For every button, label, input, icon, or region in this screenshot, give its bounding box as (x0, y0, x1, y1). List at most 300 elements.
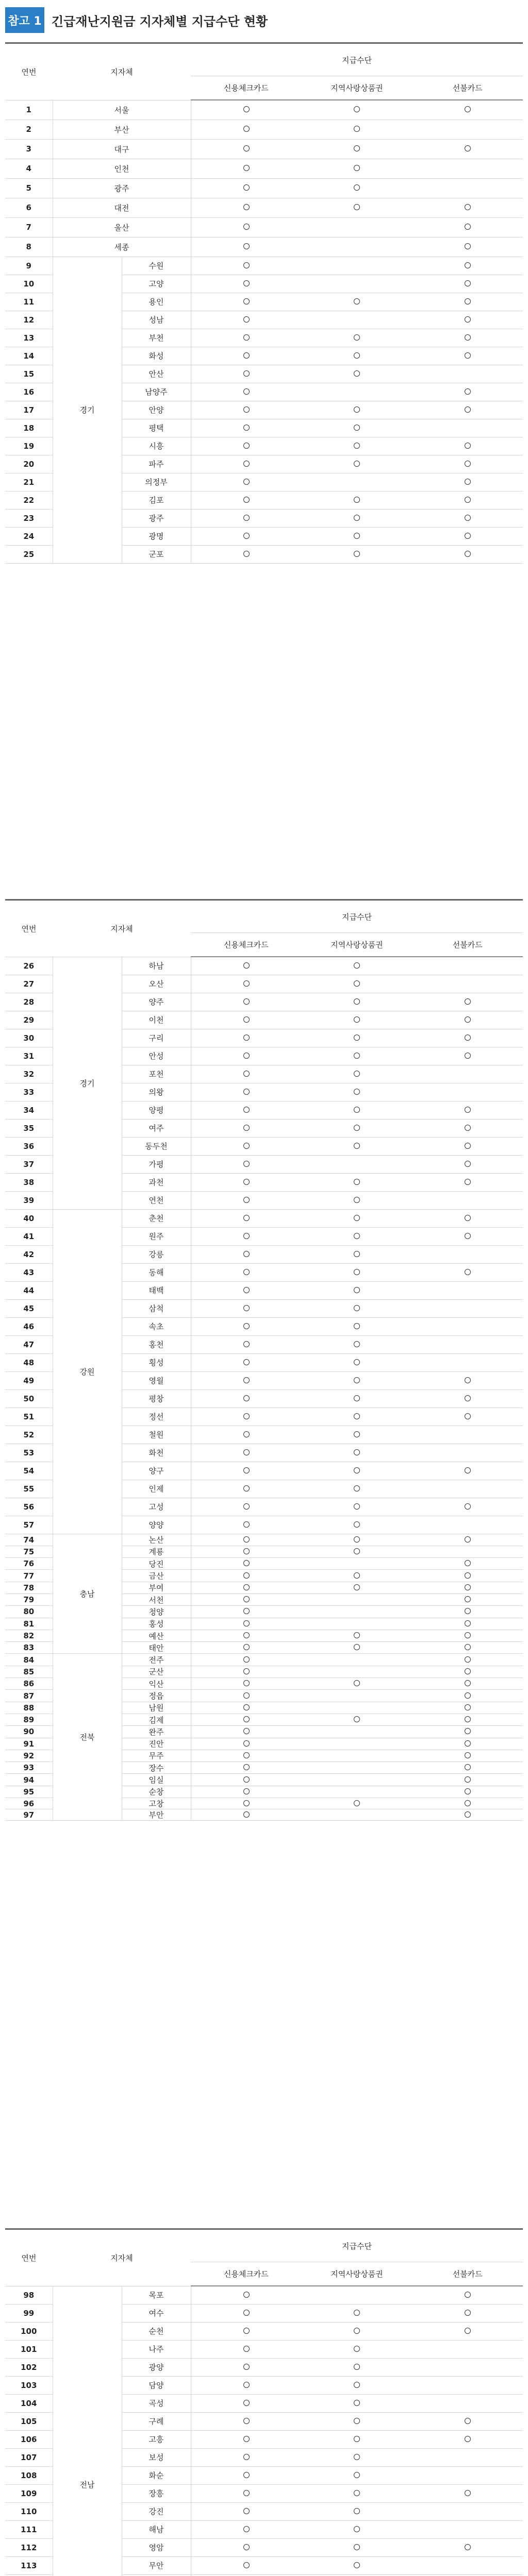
support-table (5, 42, 523, 564)
row-number: 51 (5, 1408, 53, 1426)
circle-mark-icon (465, 280, 471, 286)
province-name: 충남 (53, 1534, 122, 1654)
payment-cell-2 (302, 237, 412, 257)
payment-cell-1 (191, 2502, 302, 2520)
circle-mark-icon (465, 1233, 471, 1239)
payment-cell-3 (412, 2430, 523, 2448)
payment-cell-2 (302, 2520, 412, 2538)
circle-mark-icon (354, 1035, 360, 1041)
payment-cell-2 (302, 275, 412, 293)
circle-mark-icon (465, 1704, 471, 1710)
payment-cell-3 (412, 198, 523, 217)
region-name: 부여 (122, 1582, 191, 1594)
payment-cell-1 (191, 1809, 302, 1821)
page-header (0, 0, 528, 42)
circle-mark-icon (243, 1656, 250, 1663)
row-number: 76 (5, 1558, 53, 1570)
table-header-row (5, 900, 523, 933)
row-number: 80 (5, 1606, 53, 1618)
payment-cell-1 (191, 178, 302, 198)
table-row (5, 100, 523, 120)
circle-mark-icon (465, 1107, 471, 1113)
circle-mark-icon (465, 1179, 471, 1185)
circle-mark-icon (465, 1644, 471, 1650)
circle-mark-icon (354, 298, 360, 304)
province-name: 경기 (53, 957, 122, 1209)
circle-mark-icon (243, 2400, 250, 2406)
header-payment-group: 지급수단 (191, 2229, 523, 2262)
region-name: 의왕 (122, 1083, 191, 1101)
payment-cell-1 (191, 1119, 302, 1137)
payment-cell-2 (302, 2466, 412, 2484)
payment-cell-2 (302, 1750, 412, 1761)
table-header-row (5, 43, 523, 76)
circle-mark-icon (465, 1377, 471, 1383)
circle-mark-icon (354, 1323, 360, 1329)
circle-mark-icon (243, 2364, 250, 2370)
circle-mark-icon (243, 1233, 250, 1239)
payment-cell-2 (302, 975, 412, 993)
payment-cell-2 (302, 100, 412, 120)
region-name: 성남 (122, 311, 191, 329)
row-number: 77 (5, 1570, 53, 1582)
circle-mark-icon (243, 1521, 250, 1528)
circle-mark-icon (243, 479, 250, 485)
payment-cell-3 (412, 2484, 523, 2502)
circle-mark-icon (243, 1323, 250, 1329)
payment-cell-1 (191, 198, 302, 217)
region-name: 용인 (122, 293, 191, 311)
row-number: 50 (5, 1389, 53, 1408)
region-name: 무안 (122, 2556, 191, 2574)
circle-mark-icon (465, 334, 471, 341)
payment-cell-3 (412, 455, 523, 473)
payment-cell-2 (302, 1065, 412, 1083)
payment-cell-1 (191, 1426, 302, 1444)
circle-mark-icon (465, 1632, 471, 1638)
row-number: 9 (5, 257, 53, 275)
circle-mark-icon (243, 1788, 250, 1794)
circle-mark-icon (465, 2328, 471, 2334)
payment-cell-1 (191, 1798, 302, 1809)
payment-cell-3 (412, 527, 523, 545)
payment-cell-2 (302, 1011, 412, 1029)
payment-cell-1 (191, 1738, 302, 1750)
circle-mark-icon (465, 1800, 471, 1806)
region-name: 강릉 (122, 1245, 191, 1263)
region-name: 정선 (122, 1408, 191, 1426)
circle-mark-icon (354, 1107, 360, 1113)
circle-mark-icon (354, 1359, 360, 1365)
circle-mark-icon (243, 998, 250, 1005)
row-number: 112 (5, 2538, 53, 2556)
circle-mark-icon (465, 106, 471, 112)
row-number: 26 (5, 957, 53, 975)
region-name: 태백 (122, 1281, 191, 1299)
circle-mark-icon (354, 1305, 360, 1311)
payment-cell-1 (191, 1011, 302, 1029)
payment-cell-3 (412, 1618, 523, 1630)
row-number: 38 (5, 1173, 53, 1191)
row-number: 54 (5, 1462, 53, 1480)
payment-cell-3 (412, 1119, 523, 1137)
payment-cell-2 (302, 1606, 412, 1618)
region-name: 영암 (122, 2538, 191, 2556)
circle-mark-icon (243, 2472, 250, 2478)
payment-cell-2 (302, 1642, 412, 1654)
circle-mark-icon (354, 1251, 360, 1257)
circle-mark-icon (465, 2436, 471, 2442)
row-number: 98 (5, 2286, 53, 2304)
table-section (0, 2228, 523, 2576)
row-number: 92 (5, 1750, 53, 1761)
row-number: 40 (5, 1209, 53, 1227)
row-number: 22 (5, 491, 53, 509)
payment-cell-2 (302, 1558, 412, 1570)
payment-cell-2 (302, 1083, 412, 1101)
circle-mark-icon (465, 1536, 471, 1543)
payment-cell-2 (302, 1702, 412, 1714)
circle-mark-icon (354, 204, 360, 210)
circle-mark-icon (243, 2292, 250, 2298)
row-number: 87 (5, 1690, 53, 1702)
region-name: 영월 (122, 1371, 191, 1389)
circle-mark-icon (243, 352, 250, 359)
payment-cell-3 (412, 347, 523, 365)
row-number: 43 (5, 1263, 53, 1281)
region-name: 고성 (122, 1498, 191, 1516)
region-name: 남양주 (122, 383, 191, 401)
circle-mark-icon (465, 1161, 471, 1167)
row-number: 7 (5, 217, 53, 237)
payment-cell-1 (191, 1335, 302, 1353)
circle-mark-icon (243, 1071, 250, 1077)
circle-mark-icon (243, 1053, 250, 1059)
circle-mark-icon (354, 2400, 360, 2406)
payment-cell-1 (191, 975, 302, 993)
circle-mark-icon (354, 2454, 360, 2460)
payment-cell-3 (412, 993, 523, 1011)
row-number: 33 (5, 1083, 53, 1101)
payment-cell-2 (302, 1762, 412, 1774)
payment-cell-1 (191, 1317, 302, 1335)
circle-mark-icon (243, 1608, 250, 1614)
payment-cell-3 (412, 1209, 523, 1227)
payment-cell-3 (412, 2502, 523, 2520)
region-name: 순창 (122, 1786, 191, 1798)
region-name: 속초 (122, 1317, 191, 1335)
row-number: 17 (5, 401, 53, 419)
circle-mark-icon (465, 1269, 471, 1275)
region-name: 고양 (122, 275, 191, 293)
payment-cell-1 (191, 139, 302, 159)
row-number: 20 (5, 455, 53, 473)
circle-mark-icon (354, 352, 360, 359)
circle-mark-icon (243, 1341, 250, 1347)
region-name: 당진 (122, 1558, 191, 1570)
region-name: 양평 (122, 1101, 191, 1119)
circle-mark-icon (354, 980, 360, 987)
circle-mark-icon (243, 204, 250, 210)
payment-cell-1 (191, 1774, 302, 1786)
row-number: 104 (5, 2394, 53, 2412)
row-number: 75 (5, 1546, 53, 1557)
row-number: 2 (5, 120, 53, 139)
circle-mark-icon (465, 1740, 471, 1747)
payment-cell-2 (302, 217, 412, 237)
region-name: 김제 (122, 1714, 191, 1725)
payment-cell-2 (302, 1408, 412, 1426)
circle-mark-icon (465, 1035, 471, 1041)
payment-cell-3 (412, 2286, 523, 2304)
payment-cell-3 (412, 1570, 523, 1582)
payment-cell-1 (191, 2286, 302, 2304)
payment-cell-3 (412, 1227, 523, 1245)
circle-mark-icon (243, 1704, 250, 1710)
row-number: 107 (5, 2448, 53, 2466)
payment-cell-1 (191, 1209, 302, 1227)
payment-cell-1 (191, 1786, 302, 1798)
circle-mark-icon (354, 1632, 360, 1638)
circle-mark-icon (243, 551, 250, 557)
row-number: 94 (5, 1774, 53, 1786)
region-name: 동해 (122, 1263, 191, 1281)
payment-cell-2 (302, 1798, 412, 1809)
payment-cell-2 (302, 178, 412, 198)
circle-mark-icon (354, 2526, 360, 2532)
circle-mark-icon (465, 1560, 471, 1566)
circle-mark-icon (243, 165, 250, 171)
region-name: 광주 (122, 509, 191, 527)
payment-cell-1 (191, 217, 302, 237)
region-name: 인천 (53, 159, 191, 178)
payment-cell-2 (302, 1426, 412, 1444)
circle-mark-icon (354, 1287, 360, 1293)
circle-mark-icon (243, 2544, 250, 2550)
circle-mark-icon (243, 1632, 250, 1638)
circle-mark-icon (354, 1521, 360, 1528)
header-col-3: 선불카드 (412, 933, 523, 957)
table-row (5, 120, 523, 139)
payment-cell-3 (412, 1083, 523, 1101)
circle-mark-icon (354, 1197, 360, 1203)
circle-mark-icon (243, 1764, 250, 1770)
circle-mark-icon (243, 1251, 250, 1257)
circle-mark-icon (243, 2508, 250, 2514)
circle-mark-icon (243, 316, 250, 323)
region-name: 해남 (122, 2520, 191, 2538)
payment-cell-3 (412, 2448, 523, 2466)
region-name: 울산 (53, 217, 191, 237)
region-name: 대전 (53, 198, 191, 217)
header-col-3: 선불카드 (412, 2262, 523, 2286)
table-row (5, 957, 523, 975)
payment-cell-2 (302, 1516, 412, 1534)
row-number: 4 (5, 159, 53, 178)
circle-mark-icon (243, 1596, 250, 1602)
circle-mark-icon (243, 1305, 250, 1311)
payment-cell-2 (302, 1119, 412, 1137)
region-name: 담양 (122, 2376, 191, 2394)
region-name: 오산 (122, 975, 191, 993)
region-name: 장흥 (122, 2484, 191, 2502)
payment-cell-1 (191, 1594, 302, 1605)
circle-mark-icon (243, 243, 250, 249)
province-name: 전남 (53, 2286, 122, 2576)
circle-mark-icon (243, 515, 250, 521)
payment-cell-1 (191, 1630, 302, 1641)
circle-mark-icon (243, 145, 250, 151)
region-name: 의정부 (122, 473, 191, 491)
payment-cell-2 (302, 1299, 412, 1317)
region-name: 진안 (122, 1738, 191, 1750)
region-name: 서천 (122, 1594, 191, 1605)
payment-cell-1 (191, 2340, 302, 2358)
circle-mark-icon (243, 1620, 250, 1626)
circle-mark-icon (465, 479, 471, 485)
circle-mark-icon (465, 443, 471, 449)
payment-cell-3 (412, 1426, 523, 1444)
circle-mark-icon (465, 515, 471, 521)
payment-cell-1 (191, 993, 302, 1011)
region-name: 계룡 (122, 1546, 191, 1557)
region-name: 철원 (122, 1426, 191, 1444)
circle-mark-icon (465, 1572, 471, 1579)
payment-cell-1 (191, 1570, 302, 1582)
circle-mark-icon (465, 1413, 471, 1419)
payment-cell-1 (191, 527, 302, 545)
payment-cell-2 (302, 1618, 412, 1630)
row-number: 53 (5, 1444, 53, 1462)
circle-mark-icon (465, 1776, 471, 1783)
circle-mark-icon (465, 1467, 471, 1473)
payment-cell-2 (302, 491, 412, 509)
row-number: 55 (5, 1480, 53, 1498)
payment-cell-3 (412, 2304, 523, 2322)
circle-mark-icon (465, 1596, 471, 1602)
region-name: 광양 (122, 2358, 191, 2376)
region-name: 화천 (122, 1444, 191, 1462)
circle-mark-icon (243, 298, 250, 304)
circle-mark-icon (465, 1764, 471, 1770)
page-title: 긴급재난지원금 지자체별 지급수단 현황 (52, 14, 268, 29)
header-region: 지자체 (53, 43, 191, 100)
payment-cell-2 (302, 1317, 412, 1335)
row-number: 6 (5, 198, 53, 217)
payment-cell-2 (302, 1263, 412, 1281)
circle-mark-icon (465, 2544, 471, 2550)
payment-cell-1 (191, 1227, 302, 1245)
circle-mark-icon (354, 1016, 360, 1023)
payment-cell-3 (412, 1702, 523, 1714)
payment-cell-3 (412, 1594, 523, 1605)
payment-cell-3 (412, 1606, 523, 1618)
payment-cell-1 (191, 1546, 302, 1557)
row-number: 10 (5, 275, 53, 293)
payment-cell-2 (302, 2376, 412, 2394)
circle-mark-icon (465, 1656, 471, 1663)
region-name: 부산 (53, 120, 191, 139)
circle-mark-icon (243, 461, 250, 467)
row-number: 79 (5, 1594, 53, 1605)
payment-cell-3 (412, 1666, 523, 1677)
payment-cell-3 (412, 1263, 523, 1281)
circle-mark-icon (354, 425, 360, 431)
payment-cell-1 (191, 1480, 302, 1498)
payment-cell-3 (412, 1786, 523, 1798)
circle-mark-icon (354, 1269, 360, 1275)
circle-mark-icon (465, 243, 471, 249)
support-table (5, 899, 523, 1821)
payment-cell-3 (412, 1101, 523, 1119)
payment-cell-1 (191, 2376, 302, 2394)
payment-cell-3 (412, 1137, 523, 1155)
row-number: 101 (5, 2340, 53, 2358)
row-number: 36 (5, 1137, 53, 1155)
payment-cell-2 (302, 120, 412, 139)
payment-cell-2 (302, 1546, 412, 1557)
circle-mark-icon (354, 2544, 360, 2550)
circle-mark-icon (354, 1341, 360, 1347)
circle-mark-icon (243, 280, 250, 286)
header-no: 연번 (5, 43, 53, 100)
circle-mark-icon (354, 1485, 360, 1492)
row-number: 35 (5, 1119, 53, 1137)
circle-mark-icon (354, 1395, 360, 1401)
payment-cell-2 (302, 2394, 412, 2412)
row-number: 82 (5, 1630, 53, 1641)
region-name: 하남 (122, 957, 191, 975)
payment-cell-2 (302, 993, 412, 1011)
circle-mark-icon (354, 533, 360, 539)
payment-cell-3 (412, 1462, 523, 1480)
circle-mark-icon (243, 443, 250, 449)
payment-cell-2 (302, 1630, 412, 1641)
row-number: 105 (5, 2412, 53, 2430)
payment-cell-3 (412, 509, 523, 527)
row-number: 97 (5, 1809, 53, 1821)
region-name: 태안 (122, 1642, 191, 1654)
table-row (5, 257, 523, 275)
region-name: 김포 (122, 491, 191, 509)
circle-mark-icon (243, 1668, 250, 1674)
circle-mark-icon (354, 2508, 360, 2514)
circle-mark-icon (354, 1584, 360, 1590)
region-name: 연천 (122, 1191, 191, 1209)
region-name: 시흥 (122, 437, 191, 455)
table-row (5, 1534, 523, 1546)
row-number: 21 (5, 473, 53, 491)
region-name: 동두천 (122, 1137, 191, 1155)
region-name: 안산 (122, 365, 191, 383)
circle-mark-icon (243, 224, 250, 230)
payment-cell-2 (302, 1654, 412, 1666)
circle-mark-icon (354, 2562, 360, 2568)
circle-mark-icon (465, 998, 471, 1005)
payment-cell-2 (302, 159, 412, 178)
payment-cell-2 (302, 1678, 412, 1690)
payment-cell-1 (191, 293, 302, 311)
row-number: 42 (5, 1245, 53, 1263)
circle-mark-icon (354, 334, 360, 341)
payment-cell-1 (191, 1462, 302, 1480)
region-name: 가평 (122, 1155, 191, 1173)
region-name: 전주 (122, 1654, 191, 1666)
circle-mark-icon (354, 184, 360, 191)
payment-cell-3 (412, 2358, 523, 2376)
payment-cell-2 (302, 473, 412, 491)
payment-cell-1 (191, 237, 302, 257)
